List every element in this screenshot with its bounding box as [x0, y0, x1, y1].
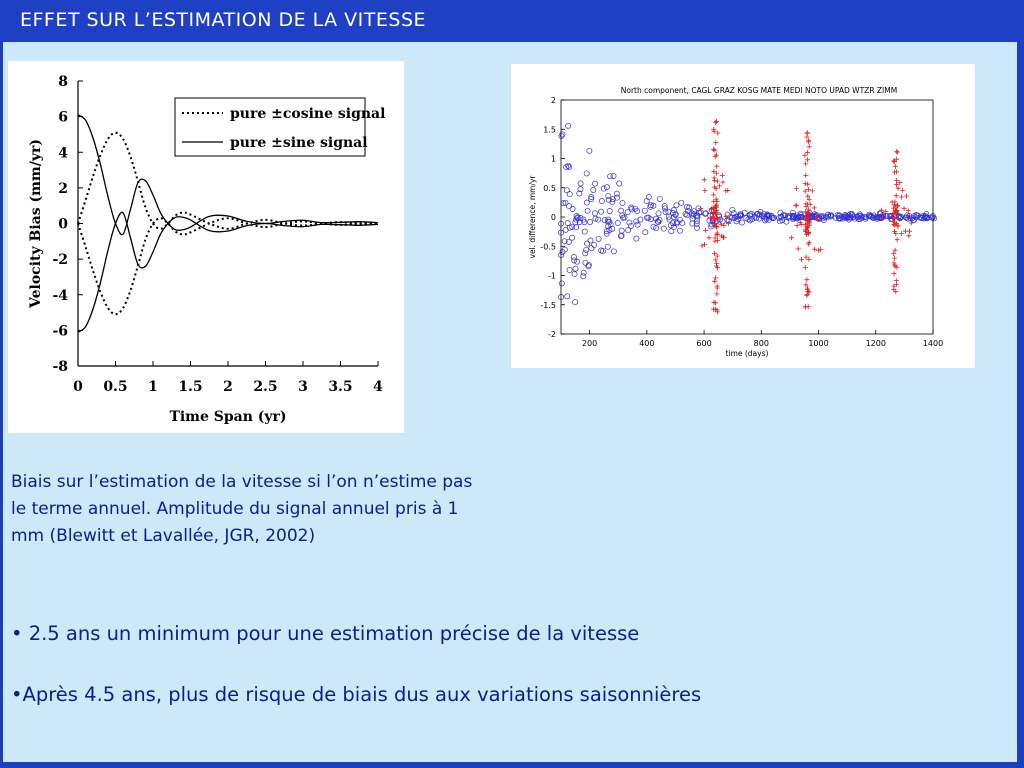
scatter-circle-point — [643, 230, 648, 235]
scatter-cross-point — [906, 208, 911, 213]
scatter-cross-point — [794, 203, 799, 208]
scatter-circle-point — [578, 181, 583, 186]
legend-cosine-label: pure ±cosine signal — [230, 106, 386, 122]
scatter-cross-point — [899, 195, 904, 200]
scatter-circle-point — [694, 225, 699, 230]
scatter-cross-point — [803, 265, 808, 270]
north-component-chart — [511, 64, 975, 368]
scatter-circle-point — [591, 187, 596, 192]
scatter-cross-point — [899, 231, 904, 236]
scatter-cross-point — [900, 188, 905, 193]
north-component-chart-svg — [511, 64, 975, 368]
scatter-circle-point — [634, 236, 639, 241]
scatter-cross-point — [717, 183, 722, 188]
scatter-y-tick-label: -2 — [548, 330, 556, 339]
scatter-y-tick-label: 1 — [550, 154, 556, 164]
scatter-circle-point — [739, 220, 744, 225]
scatter-cross-point — [712, 178, 717, 183]
scatter-cross-point — [804, 277, 809, 282]
scatter-cross-point — [715, 238, 720, 243]
scatter-circle-point — [604, 185, 609, 190]
scatter-y-tick-label: 2 — [550, 96, 556, 105]
scatter-circle-point — [619, 228, 624, 233]
scatter-cross-point — [714, 261, 719, 266]
scatter-x-tick-label: 200 — [581, 339, 598, 348]
scatter-cross-point — [703, 228, 708, 233]
scatter-cross-point — [702, 177, 707, 182]
scatter-circle-point — [628, 223, 633, 228]
scatter-cross-point — [720, 173, 725, 178]
scatter-cross-point — [894, 178, 899, 183]
x-tick-label: 0.5 — [103, 379, 128, 395]
scatter-circle-point — [559, 281, 564, 286]
scatter-cross-point — [805, 194, 810, 199]
scatter-x-axis-label: time (days) — [725, 349, 769, 358]
scatter-cross-point — [714, 119, 719, 124]
scatter-circle-point — [592, 211, 597, 216]
x-tick-label: 4 — [373, 379, 383, 395]
scatter-cross-point — [807, 144, 812, 149]
scatter-cross-point — [805, 150, 810, 155]
figure-caption: Biais sur l’estimation de la vitesse si l’on n’estime pas le terme annuel. Amplitude du signal annuel pris à 1 mm (Blewitt et Lavallée, JGR, 2002) — [11, 472, 473, 546]
scatter-circle-point — [567, 267, 572, 272]
scatter-cross-point — [707, 235, 712, 240]
scatter-circle-point — [611, 249, 616, 254]
y-tick-label: -6 — [52, 323, 68, 340]
scatter-circle-point — [679, 200, 684, 205]
scatter-cross-point — [906, 233, 911, 238]
x-tick-label: 3 — [298, 379, 308, 395]
y-tick-label: 0 — [58, 216, 68, 233]
scatter-y-tick-label: -1 — [548, 271, 556, 281]
scatter-x-tick-label: 1000 — [808, 339, 829, 348]
scatter-cross-point — [895, 150, 900, 155]
scatter-y-tick-label: 0.5 — [543, 183, 556, 193]
scatter-circle-point — [677, 228, 682, 233]
scatter-cross-point — [795, 223, 800, 228]
scatter-circle-point — [601, 186, 606, 191]
velocity-bias-chart-svg — [8, 61, 404, 433]
scatter-cross-point — [803, 153, 808, 158]
scatter-cross-point — [702, 188, 707, 193]
scatter-circle-point — [559, 133, 564, 138]
scatter-circle-point — [582, 229, 587, 234]
scatter-circle-point — [588, 238, 593, 243]
scatter-circle-point — [606, 193, 611, 198]
scatter-cross-point — [808, 202, 813, 207]
scatter-circle-point — [615, 220, 620, 225]
scatter-cross-point — [713, 140, 718, 145]
legend-sine-label: pure ±sine signal — [230, 135, 368, 151]
scatter-cross-point — [803, 173, 808, 178]
scatter-circle-point — [605, 244, 610, 249]
bullet-seasonal-bias: •Après 4.5 ans, plus de risque de biais dus aux variations saisonnières — [11, 683, 702, 706]
scatter-circle-point — [585, 241, 590, 246]
scatter-circle-point — [583, 251, 588, 256]
scatter-cross-point — [713, 120, 718, 125]
scatter-circle-point — [617, 181, 622, 186]
scatter-circle-point — [635, 222, 640, 227]
scatter-cross-point — [894, 193, 899, 198]
scatter-cross-point — [803, 181, 808, 186]
y-tick-label: 6 — [58, 109, 68, 126]
scatter-circle-point — [607, 208, 612, 213]
scatter-cross-point — [903, 229, 908, 234]
cosine-curve-negative — [78, 218, 378, 314]
scatter-cross-point — [812, 247, 817, 252]
scatter-y-axis-label: vel. difference, mm/yr — [528, 175, 537, 259]
y-tick-label: 2 — [58, 180, 68, 197]
scatter-circle-point — [669, 229, 674, 234]
scatter-y-tick-label: -1.5 — [540, 300, 556, 310]
scatter-circle-point — [599, 209, 604, 214]
title-bar — [0, 0, 1024, 42]
y-tick-label: 8 — [58, 74, 68, 90]
scatter-circle-point — [656, 211, 661, 216]
scatter-cross-point — [904, 194, 909, 199]
scatter-cross-point — [789, 235, 794, 240]
y-tick-label: -8 — [52, 359, 68, 375]
scatter-circle-point — [592, 242, 597, 247]
x-tick-label: 1 — [148, 379, 158, 395]
scatter-circle-point — [619, 208, 624, 213]
scatter-circle-point — [584, 171, 589, 176]
scatter-x-tick-label: 800 — [753, 339, 769, 348]
bullet-minimum-duration: • 2.5 ans un minimum pour une estimation précise de la vitesse — [11, 622, 640, 645]
scatter-circle-point — [573, 266, 578, 271]
scatter-circle-point — [571, 255, 576, 260]
velocity-bias-chart — [8, 61, 404, 433]
scatter-cross-point — [892, 256, 897, 261]
scatter-cross-point — [796, 246, 801, 251]
scatter-cross-point — [806, 257, 811, 262]
y-tick-label: -4 — [52, 287, 68, 304]
scatter-circle-point — [674, 203, 679, 208]
scatter-y-tick-label: 1.5 — [543, 125, 556, 135]
scatter-cross-point — [714, 203, 719, 208]
scatter-cross-point — [794, 186, 799, 191]
scatter-cross-point — [714, 197, 719, 202]
scatter-circle-point — [567, 204, 572, 209]
scatter-cross-point — [902, 206, 907, 211]
y-axis-label: Velocity Bias (mm/yr) — [28, 139, 44, 308]
scatter-circle-point — [657, 196, 662, 201]
scatter-circle-point — [627, 220, 632, 225]
scatter-cross-point — [719, 222, 724, 227]
slide-title: EFFET SUR L’ESTIMATION DE LA VITESSE — [20, 9, 427, 31]
scatter-y-tick-label: -0.5 — [540, 242, 556, 252]
x-tick-label: 2.5 — [253, 379, 278, 395]
x-tick-label: 1.5 — [178, 379, 203, 395]
scatter-circle-point — [620, 200, 625, 205]
y-tick-label: -2 — [52, 252, 68, 269]
scatter-cross-point — [892, 271, 897, 276]
scatter-cross-point — [715, 199, 720, 204]
scatter-x-tick-label: 400 — [639, 339, 655, 348]
scatter-cross-point — [803, 304, 808, 309]
scatter-circle-point — [584, 200, 589, 205]
scatter-y-tick-label: 0 — [550, 213, 556, 222]
scatter-cross-point — [712, 279, 717, 284]
scatter-circle-point — [596, 236, 601, 241]
scatter-cross-point — [890, 200, 895, 205]
scatter-cross-point — [812, 205, 817, 210]
scatter-circle-point — [661, 226, 666, 231]
scatter-circle-point — [573, 300, 578, 305]
scatter-cross-point — [892, 159, 897, 164]
scatter-cross-point — [804, 255, 809, 260]
scatter-x-tick-label: 600 — [696, 339, 712, 348]
scatter-circle-point — [730, 207, 735, 212]
scatter-circle-point — [563, 227, 568, 232]
scatter-cross-point — [805, 131, 810, 136]
scatter-circle-point — [589, 246, 594, 251]
scatter-circle-point — [587, 148, 592, 153]
scatter-cross-point — [714, 291, 719, 296]
scatter-cross-point — [713, 275, 718, 280]
scatter-cross-point — [713, 154, 718, 159]
scatter-cross-point — [799, 257, 804, 262]
scatter-circle-point — [625, 210, 630, 215]
scatter-circle-point — [611, 173, 616, 178]
scatter-circle-point — [592, 181, 597, 186]
scatter-circle-point — [584, 247, 589, 252]
scatter-cross-point — [879, 208, 884, 213]
sine-curve-negative — [78, 212, 378, 332]
scatter-cross-point — [893, 164, 898, 169]
scatter-circle-point — [565, 294, 570, 299]
scatter-cross-point — [807, 197, 812, 202]
scatter-cross-point — [715, 179, 720, 184]
scatter-circle-point — [570, 206, 575, 211]
scatter-circle-point — [638, 217, 643, 222]
scatter-circle-point — [581, 270, 586, 275]
y-tick-label: 4 — [58, 145, 68, 162]
scatter-circle-point — [599, 198, 604, 203]
x-axis-label: Time Span (yr) — [169, 409, 287, 425]
scatter-cross-point — [721, 180, 726, 185]
scatter-cross-point — [805, 182, 810, 187]
scatter-cross-point — [895, 237, 900, 242]
scatter-circle-point — [566, 123, 571, 128]
scatter-cross-point — [712, 251, 717, 256]
scatter-title: North component, CAGL GRAZ KOSG MATE MEDI NOTO UPAD WTZR ZIMM — [620, 86, 898, 95]
scatter-cross-point — [711, 192, 716, 197]
scatter-circle-point — [599, 248, 604, 253]
x-tick-label: 0 — [73, 379, 83, 395]
scatter-circle-point — [588, 219, 593, 224]
x-tick-label: 2 — [223, 379, 233, 395]
scatter-cross-point — [714, 164, 719, 169]
scatter-cross-point — [714, 153, 719, 158]
scatter-circle-point — [642, 208, 647, 213]
scatter-x-tick-label: 1200 — [865, 339, 886, 348]
scatter-circle-point — [585, 208, 590, 213]
scatter-circle-point — [564, 188, 569, 193]
x-tick-label: 3.5 — [328, 379, 353, 395]
scatter-circle-point — [572, 272, 577, 277]
scatter-x-tick-label: 1400 — [922, 339, 944, 348]
scatter-cross-point — [804, 293, 809, 298]
